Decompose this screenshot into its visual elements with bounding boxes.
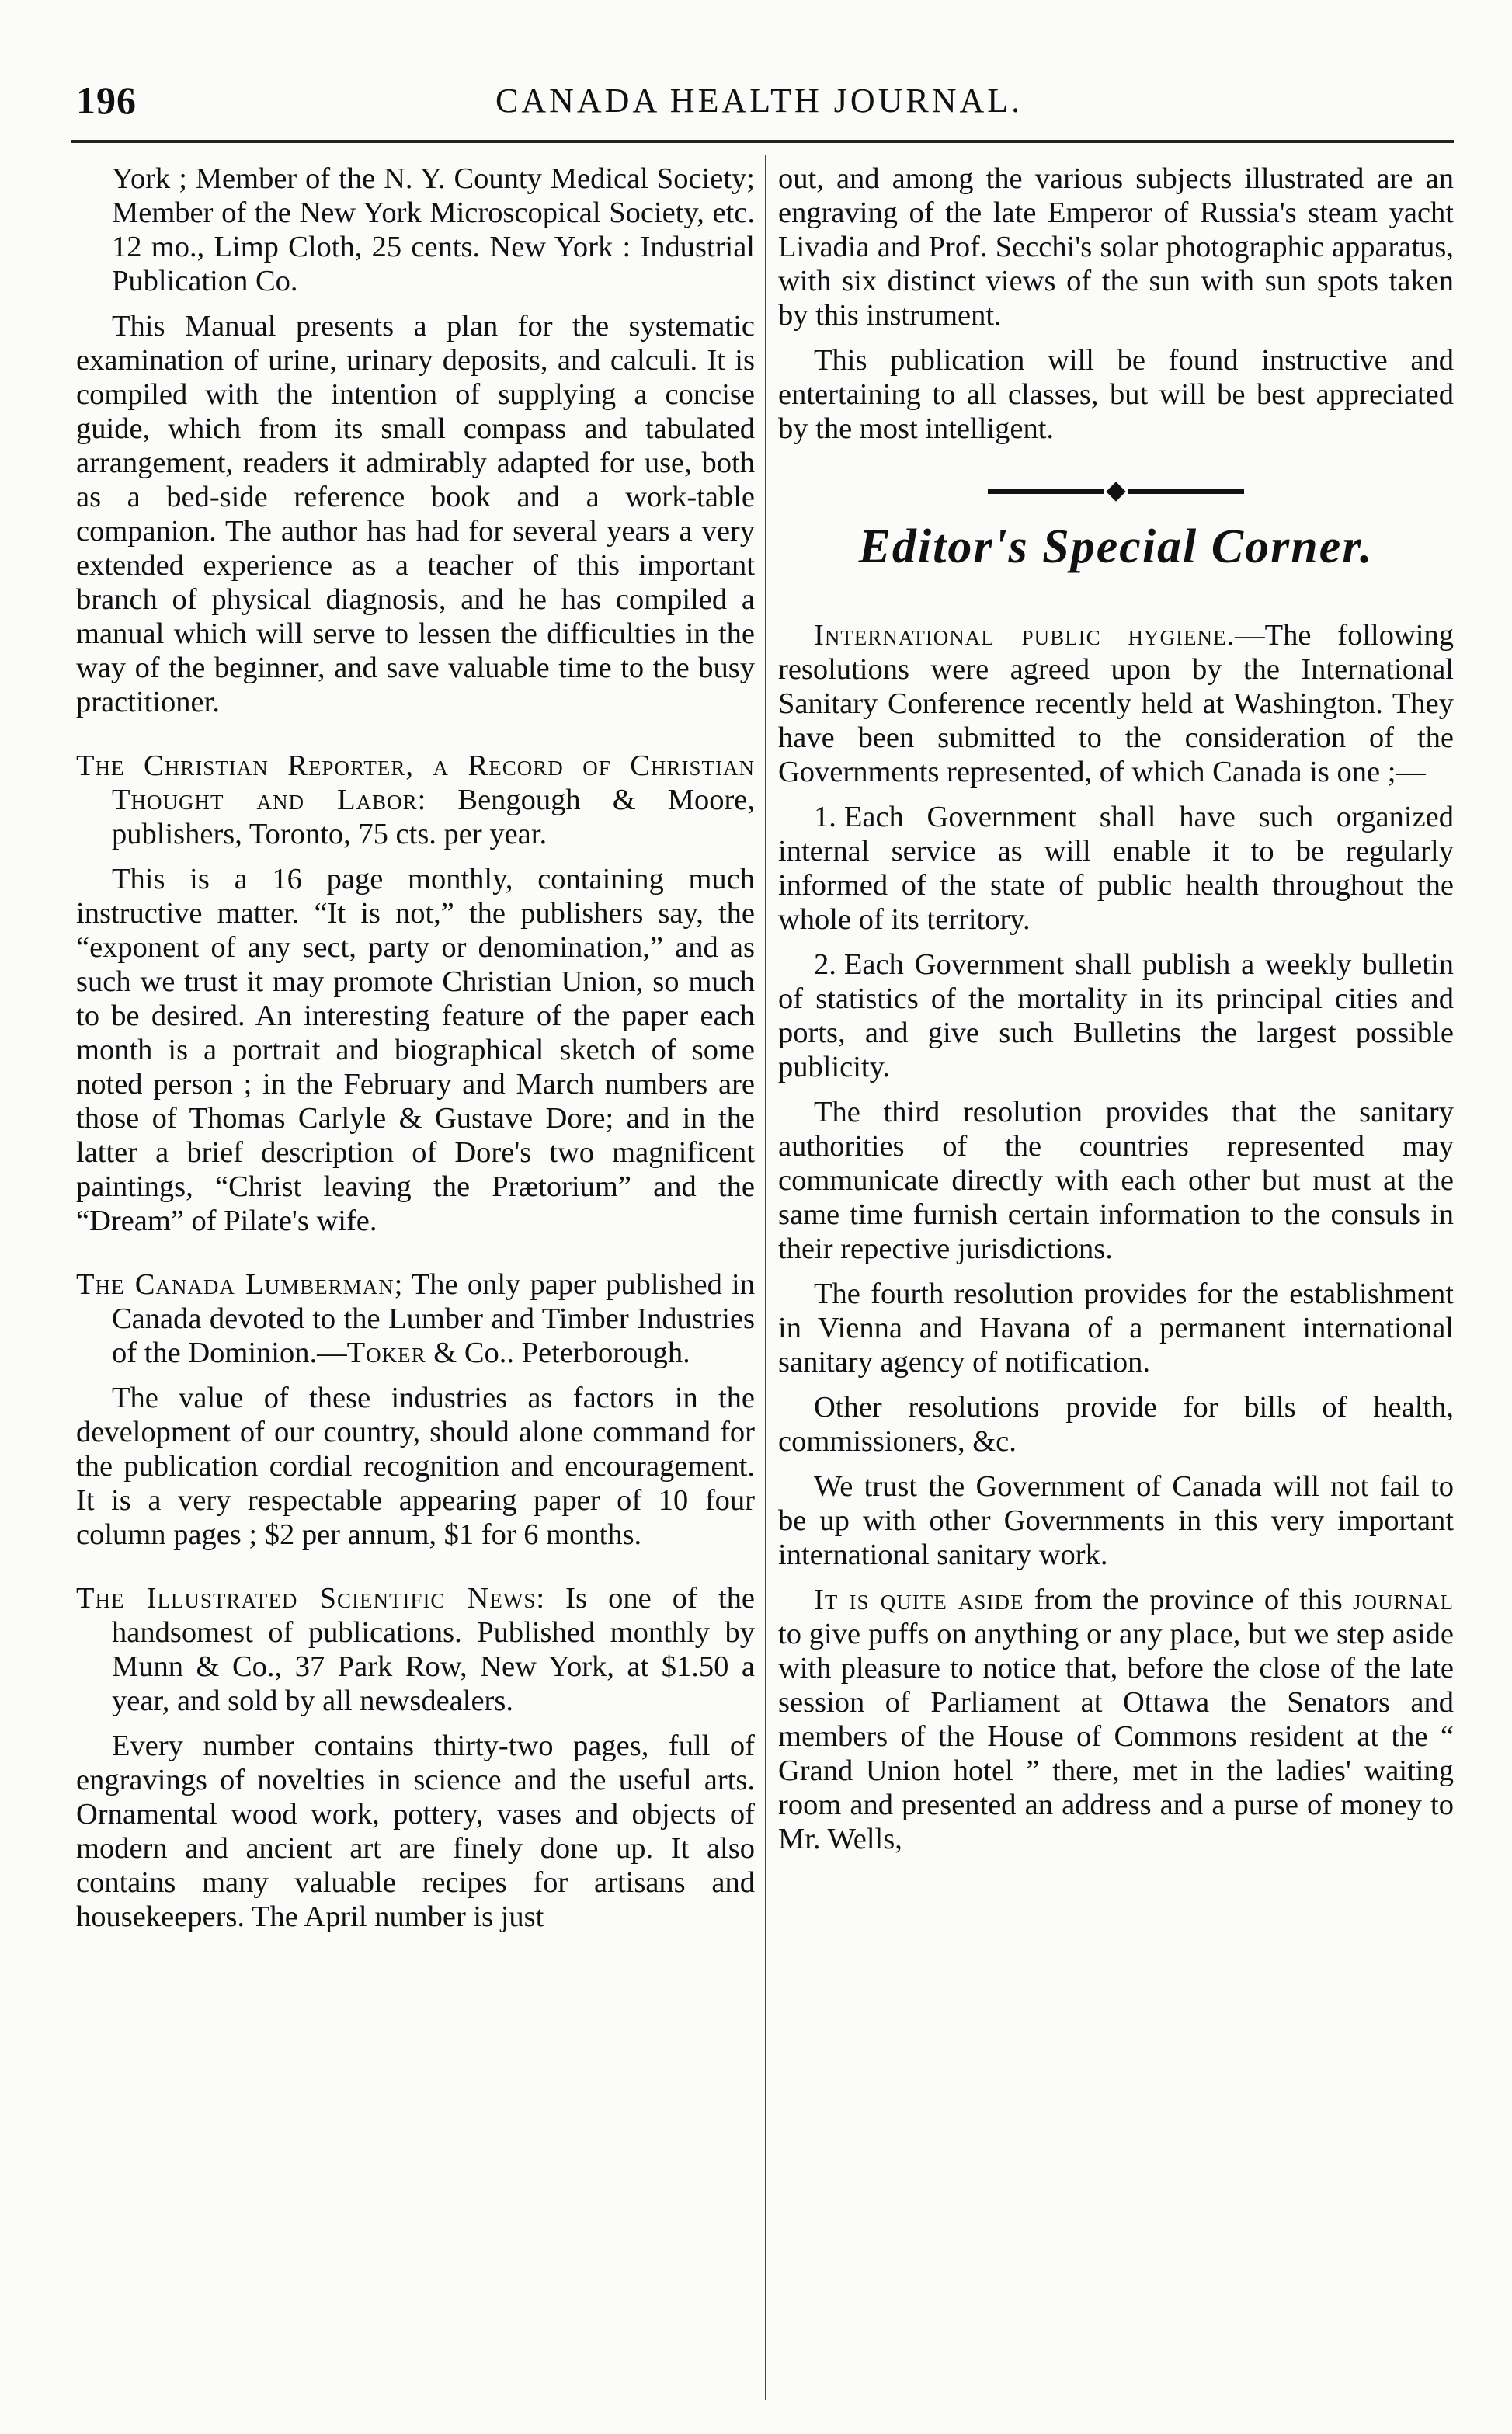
ornament-line [1128,489,1244,494]
editorial-comment: We trust the Government of Canada will not fail to be up with other Governments in this very important international sanitary work. [778,1470,1454,1571]
entry-details: : Bengough & Moore, publishers, Toronto, 75 cts. per year. [112,784,756,850]
hygiene-intro [778,618,1454,789]
publisher-name: Toker [346,1337,426,1369]
page-header [76,78,1443,132]
resolution-2 [778,948,1454,1084]
entry-christian-reporter [76,749,755,851]
resolution-third: The third resolution provides that the sanitary authorities of the countries represented may communicate directly with each other but must at the same time furnish certain information to the consuls in their repective jurisdictions. [778,1096,1454,1265]
section-heading: Editor's Special Corner. [858,520,1374,573]
other-resolutions: Other resolutions provide for bills of health, commissioners, &c. [778,1391,1454,1458]
hygiene-intro-text: —The following resolutions were agreed upon by the International Sanitary Conference recently held at Washington. They have been submitted to the consideration of the Governments represented, of which Canada is one ;— [778,619,1455,788]
lead-in: International public hygiene. [814,619,1236,652]
resolution-fourth: The fourth resolution provides for the establishment in Vienna and Havana of a permanent international sanitary agency of notification. [778,1278,1454,1379]
entry-scientific-news [76,1581,755,1718]
resolution-text: Each Government shall have such organized internal service as will enable it to be regularly informed of the state of public health throughout the whole of its territory. [778,801,1454,936]
lead-in: It is quite aside [814,1584,1024,1616]
resolution-1 [778,800,1454,937]
entry-details: : Is one of the handsomest of publications. Published monthly by Munn & Co., 37 Park Row, New York, at $1.50 a year, and sold by all newsdealers. [112,1582,755,1717]
entry-details-end: & Co.. Peterborough. [426,1337,690,1369]
column-divider [765,155,766,2400]
entry-title: The Christian Reporter, a Record of Christian Thought and Labor [76,749,755,816]
page-number: 196 [76,78,137,122]
review-urine-manual: This Manual presents a plan for the systematic examination of urine, urinary deposits, and calculi. It is compiled with the intention of supplying a concise guide, which from its small compass and tabulated arrangement, readers it admirably adapted for use, both as a bed-side reference book and a work-table companion. The author has had for several years a very extended experience as a teacher of this important branch of physical diagnosis, and he has compiled a manual which will serve to lessen the difficulties in the way of the beginner, and save valuable time to the busy practitioner. [76,310,755,718]
right-column [778,162,1454,1867]
journal-word: journal [1352,1584,1454,1616]
review-scientific-news: Every number contains thirty-two pages, full of engravings of novelties in science and the useful arts. Ornamental wood work, pottery, vases and objects of modern and ancient art are finely done up. It also contains many valuable recipes for artisans and housekeepers. The April number is just [76,1730,755,1933]
review-christian-reporter: This is a 16 page monthly, containing much instructive matter. “It is not,” the publishers say, the “exponent of any sect, party or denomination,” and as such we trust it may promote Christian Union, so much to be desired. An interesting feature of the paper each month is a portrait and biographical sketch of some noted person ; in the February and March numbers are those of Thomas Carlyle & Gustave Dore; and in the latter a brief description of Dore's two magnificent paintings, “Christ leaving the Prætorium” and the “Dream” of Pilate's wife. [76,863,755,1237]
resolution-text: Each Government shall publish a weekly bulletin of statistics of the mortality in its principal cities and ports, and give such Bulletins the largest possible publicity. [778,948,1454,1083]
grand-union-notice [778,1583,1454,1856]
review-closing: This publication will be found instructive and entertaining to all classes, but will be best appreciated by the most intelligent. [778,344,1454,445]
entry-details: ; The only paper published in Canada devoted to the Lumber and Timber Industries of the Dominion.— [112,1268,755,1369]
section-ornament [778,485,1454,499]
ornament-line [988,489,1104,494]
header-rule [71,140,1454,143]
review-continuation: York ; Member of the N. Y. County Medical Society; Member of the New York Microscopical Society, etc. 12 mo., Limp Cloth, 25 cents. New York : Industrial Publication Co. [112,162,755,297]
review-canada-lumberman: The value of these industries as factors in the development of our country, should alone command for the publication cordial recognition and encouragement. It is a very respectable appearing paper of 10 four column pages ; $2 per annum, $1 for 6 months. [76,1382,755,1551]
entry-canada-lumberman [76,1267,755,1370]
entry-title: The Illustrated Scientific News [76,1582,537,1615]
review-continuation: out, and among the various subjects illustrated are an engraving of the late Emperor of Russia's steam yacht Livadia and Prof. Secchi's solar photographic apparatus, with six distinct views of the sun with sun spots taken by this instrument. [778,162,1454,332]
entry-title: The Canada Lumberman [76,1268,395,1301]
notice-text: from the province of this [1024,1584,1353,1616]
journal-title: CANADA HEALTH JOURNAL. [495,82,1024,120]
left-column [76,162,755,1945]
resolution-number: 2. [814,948,836,981]
resolution-number: 1. [814,801,836,833]
diamond-icon [1106,482,1125,501]
notice-text-cont: to give puffs on anything or any place, but we step aside with pleasure to notice that, before the close of the late session of Parliament at Ottawa the Senators and members of the House of Commons resident at the “ Grand Union hotel ” there, met in the ladies' waiting room and presented an address and a purse of money to Mr. Wells, [778,1618,1454,1855]
